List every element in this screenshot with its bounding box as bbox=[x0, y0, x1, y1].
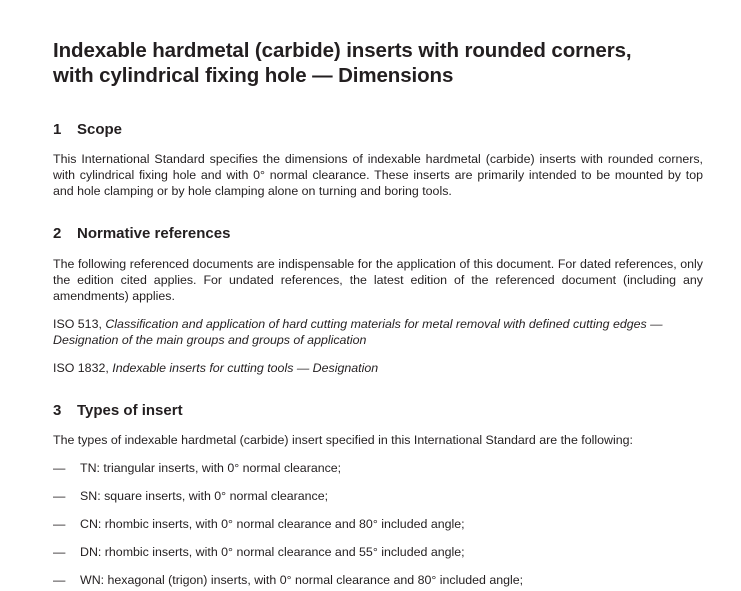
reference-iso-1832 bbox=[53, 360, 703, 376]
title-line-1: Indexable hardmetal (carbide) inserts with rounded corners, bbox=[53, 39, 632, 62]
section-number: 3 bbox=[53, 402, 62, 419]
document-page bbox=[53, 38, 703, 588]
list-item: — DN: rhombic inserts, with 0° normal clearance and 55° included angle; bbox=[53, 545, 465, 559]
section-heading-types-of-insert bbox=[53, 402, 703, 420]
list-item: — WN: hexagonal (trigon) inserts, with 0° normal clearance and 80° included angle; bbox=[53, 573, 524, 587]
list-dash: — bbox=[53, 461, 66, 475]
reference-title: Classification and application of hard cutting materials for metal removal with defined cutting edges — Designation of the main groups and groups of application bbox=[53, 317, 663, 347]
insert-types-list bbox=[53, 460, 703, 588]
reference-iso-513 bbox=[53, 316, 703, 348]
list-dash: — bbox=[53, 517, 66, 531]
list-item: — TN: triangular inserts, with 0° normal clearance; bbox=[53, 461, 342, 475]
list-dash: — bbox=[53, 545, 66, 559]
section-heading-normative-references bbox=[53, 225, 703, 243]
scope-paragraph: This International Standard specifies the dimensions of indexable hardmetal (carbide) inserts with rounded corners, with cylindrical fixing hole and with 0° normal clearance. These inserts are primarily intended to be mounted by top and hole clamping or by hole clamping alone on turning and boring tools. bbox=[53, 152, 703, 198]
section-heading-scope bbox=[53, 121, 703, 139]
list-dash: — bbox=[53, 573, 66, 587]
document-title bbox=[53, 38, 703, 88]
section-title: Types of insert bbox=[77, 402, 183, 419]
section-number: 1 bbox=[53, 121, 62, 138]
types-intro-paragraph: The types of indexable hardmetal (carbide) insert specified in this International Standard are the following: bbox=[53, 433, 633, 447]
list-dash: — bbox=[53, 489, 66, 503]
reference-title: Indexable inserts for cutting tools — Designation bbox=[112, 361, 379, 375]
section-number: 2 bbox=[53, 225, 62, 242]
reference-code: ISO 513, bbox=[53, 317, 102, 331]
section-title: Scope bbox=[77, 121, 123, 138]
reference-code: ISO 1832, bbox=[53, 361, 109, 375]
normative-references-paragraph: The following referenced documents are indispensable for the application of this document. For dated references, only the edition cited applies. For undated references, the latest edition of the referenced document (including any amendments) applies. bbox=[53, 257, 703, 303]
title-line-2: with cylindrical fixing hole — Dimensions bbox=[53, 64, 454, 87]
list-item: — SN: square inserts, with 0° normal clearance; bbox=[53, 489, 329, 503]
list-item: — CN: rhombic inserts, with 0° normal clearance and 80° included angle; bbox=[53, 517, 465, 531]
section-title: Normative references bbox=[77, 225, 231, 242]
